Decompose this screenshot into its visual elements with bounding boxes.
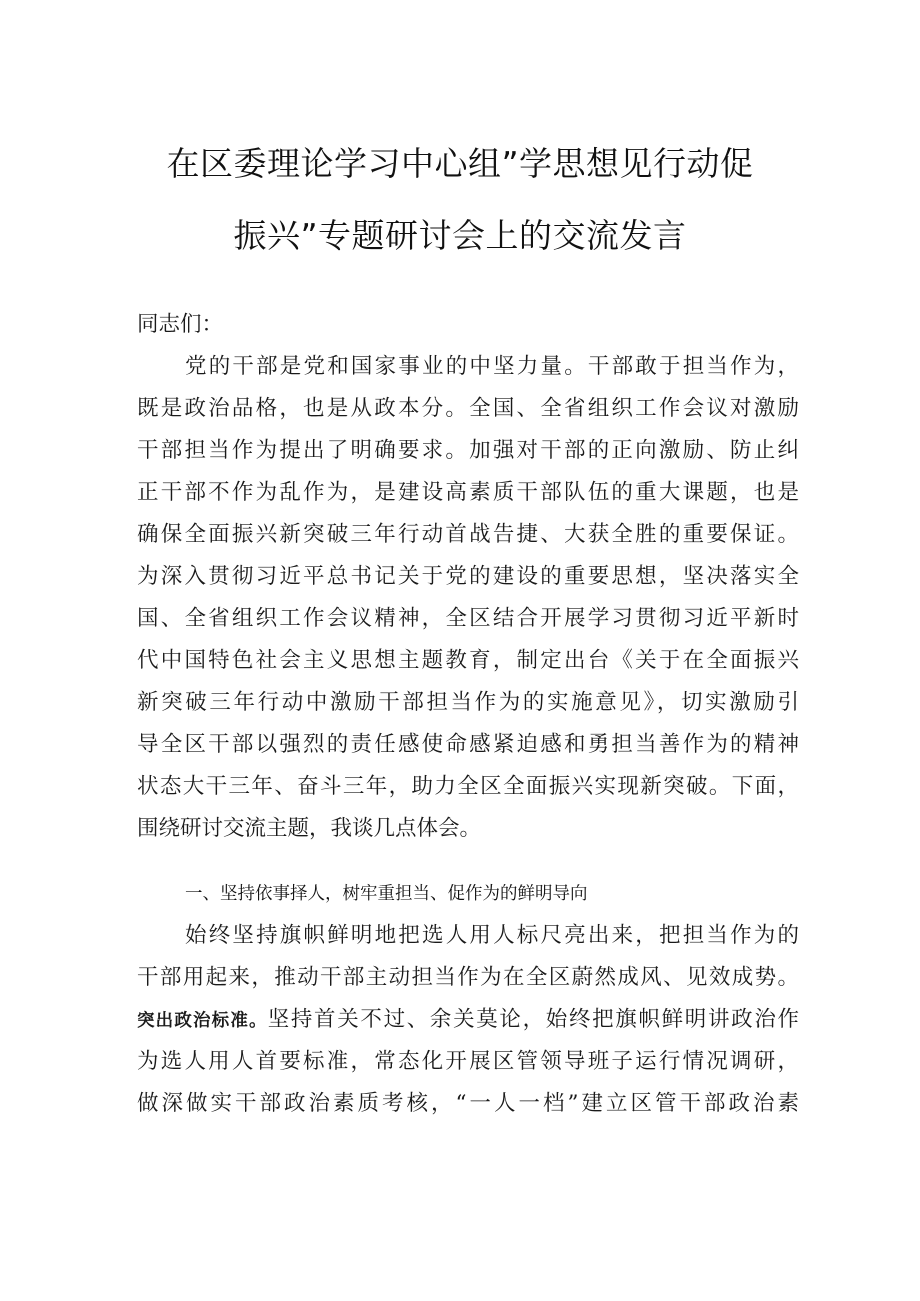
paragraph-lead-rest: 坚持首关不过、余关莫论，始终把旗帜鲜明讲政治作 xyxy=(267,1007,799,1032)
paragraph-line: 围绕研讨交流主题，我谈几点体会。 xyxy=(137,816,482,841)
paragraph-line: 既是政治品格，也是从政本分。全国、全省组织工作会议对激励 xyxy=(137,396,799,421)
paragraph-line: 国、全省组织工作会议精神，全区结合开展学习贯彻习近平新时 xyxy=(137,606,799,631)
paragraph-line: 状态大干三年、奋斗三年，助力全区全面振兴实现新突破。下面， xyxy=(137,774,799,799)
paragraph-line: 干部用起来，推动干部主动担当作为在全区蔚然成风、见效成势。 xyxy=(137,965,799,990)
paragraph-line: 导全区干部以强烈的责任感使命感紧迫感和勇担当善作为的精神 xyxy=(137,732,799,757)
paragraph-line: 新突破三年行动中激励干部担当作为的实施意见》，切实激励引 xyxy=(137,690,799,715)
document-title-line-2: 振兴”专题研讨会上的交流发言 xyxy=(233,216,687,255)
paragraph-line: 正干部不作为乱作为，是建设高素质干部队伍的重大课题，也是 xyxy=(137,480,799,505)
document-title-line-1: 在区委理论学习中心组”学思想见行动促 xyxy=(166,144,754,183)
paragraph-line: 干部担当作为提出了明确要求。加强对干部的正向激励、防止纠 xyxy=(137,438,799,463)
paragraph-line: 始终坚持旗帜鲜明地把选人用人标尺亮出来，把担当作为的 xyxy=(185,923,799,948)
paragraph-line: 为深入贯彻习近平总书记关于党的建设的重要思想，坚决落实全 xyxy=(137,564,799,589)
paragraph-line: 做深做实干部政治素质考核，“一人一档”建立区管干部政治素 xyxy=(137,1091,799,1116)
paragraph-line: 确保全面振兴新突破三年行动首战告捷、大获全胜的重要保证。 xyxy=(137,522,799,547)
paragraph-line: 为选人用人首要标准，常态化开展区管领导班子运行情况调研， xyxy=(137,1049,799,1074)
paragraph-line-with-lead xyxy=(137,1004,799,1037)
salutation: 同志们： xyxy=(137,312,224,337)
paragraph-lead: 突出政治标准。 xyxy=(137,1011,268,1031)
paragraph-line: 党的干部是党和国家事业的中坚力量。干部敢于担当作为， xyxy=(185,354,799,379)
paragraph-line: 代中国特色社会主义思想主题教育，制定出台《关于在全面振兴 xyxy=(137,648,799,673)
section-heading: 一、坚持依事择人，树牢重担当、促作为的鲜明导向 xyxy=(185,884,588,904)
